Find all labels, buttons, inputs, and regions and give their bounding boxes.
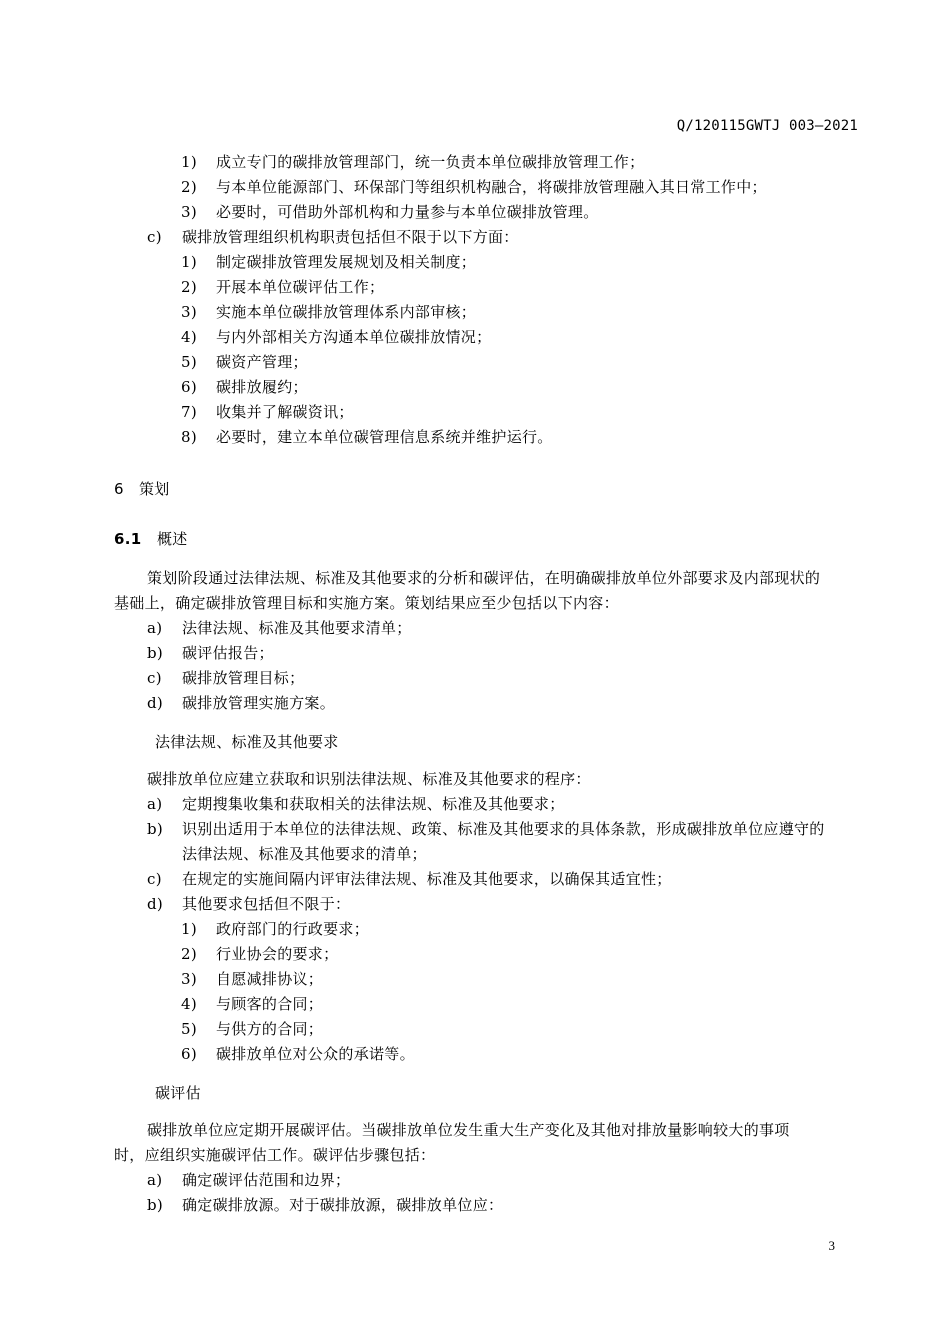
list-item-number: 2) <box>181 945 197 963</box>
item-text: 其他要求包括但不限于： <box>182 895 351 913</box>
item-text: 碳排放管理组织机构职责包括但不限于以下方面： <box>182 228 519 246</box>
item-text: 在规定的实施间隔内评审法律法规、标准及其他要求，以确保其适宜性； <box>182 870 672 888</box>
list-item-number: 2) <box>181 178 197 196</box>
item-text: 碳排放管理目标； <box>182 669 305 687</box>
list-item: 收集并了解碳资讯； <box>216 403 354 421</box>
item-text: 定期搜集收集和获取相关的法律法规、标准及其他要求； <box>182 795 565 813</box>
item-letter: b) <box>147 1196 164 1214</box>
subsection-title: 碳评估 <box>155 1084 201 1102</box>
paragraph-line: 策划阶段通过法律法规、标准及其他要求的分析和碳评估，在明确碳排放单位外部要求及内部现状的 <box>147 569 821 587</box>
list-item: 碳排放单位对公众的承诺等。 <box>216 1045 415 1063</box>
list-item-number: 2) <box>181 278 197 296</box>
section-number: 6 <box>114 480 124 498</box>
subsection-title: 法律法规、标准及其他要求 <box>155 733 339 751</box>
list-item-number: 3) <box>181 203 197 221</box>
standard-number: Q/120115GWTJ 003—2021 <box>676 118 858 134</box>
list-item: 成立专门的碳排放管理部门，统一负责本单位碳排放管理工作； <box>216 153 645 171</box>
list-item: 与供方的合同； <box>216 1020 324 1038</box>
list-item-number: 5) <box>181 1020 197 1038</box>
list-item-number: 8) <box>181 428 197 446</box>
list-item-number: 6) <box>181 1045 197 1063</box>
item-letter: c) <box>147 669 162 687</box>
section-title: 策划 <box>139 480 170 498</box>
item-text: 确定碳评估范围和边界； <box>182 1171 351 1189</box>
item-letter: c) <box>147 228 162 246</box>
list-item-number: 1) <box>181 153 197 171</box>
subsection-number: 6.1 <box>114 530 142 548</box>
item-letter: b) <box>147 820 164 838</box>
list-item: 碳资产管理； <box>216 353 308 371</box>
paragraph-line: 时，应组织实施碳评估工作。碳评估步骤包括： <box>114 1146 436 1164</box>
item-letter: d) <box>147 895 164 913</box>
item-letter: b) <box>147 644 164 662</box>
item-text: 法律法规、标准及其他要求清单； <box>182 619 412 637</box>
list-item: 必要时，可借助外部机构和力量参与本单位碳排放管理。 <box>216 203 599 221</box>
item-text: 碳评估报告； <box>182 644 274 662</box>
item-text: 识别出适用于本单位的法律法规、政策、标准及其他要求的具体条款，形成碳排放单位应遵守的 <box>182 820 825 838</box>
list-item-number: 1) <box>181 920 197 938</box>
list-item: 与内外部相关方沟通本单位碳排放情况； <box>216 328 492 346</box>
item-letter: a) <box>147 795 163 813</box>
list-item: 碳排放履约； <box>216 378 308 396</box>
list-item: 与本单位能源部门、环保部门等组织机构融合，将碳排放管理融入其日常工作中； <box>216 178 767 196</box>
item-letter: a) <box>147 619 163 637</box>
list-item-number: 6) <box>181 378 197 396</box>
item-text: 法律法规、标准及其他要求的清单； <box>182 845 427 863</box>
list-item: 开展本单位碳评估工作； <box>216 278 385 296</box>
list-item-number: 4) <box>181 328 197 346</box>
item-letter: d) <box>147 694 164 712</box>
list-item-number: 3) <box>181 303 197 321</box>
list-item-number: 7) <box>181 403 197 421</box>
paragraph-line: 基础上，确定碳排放管理目标和实施方案。策划结果应至少包括以下内容： <box>114 594 619 612</box>
list-item: 自愿减排协议； <box>216 970 324 988</box>
item-text: 确定碳排放源。对于碳排放源，碳排放单位应： <box>182 1196 504 1214</box>
item-letter: a) <box>147 1171 163 1189</box>
list-item: 必要时，建立本单位碳管理信息系统并维护运行。 <box>216 428 553 446</box>
page-number: 3 <box>828 1238 835 1253</box>
subsection-title: 概述 <box>157 530 188 548</box>
list-item: 行业协会的要求； <box>216 945 339 963</box>
paragraph-line: 碳排放单位应定期开展碳评估。当碳排放单位发生重大生产变化及其他对排放量影响较大的事项 <box>147 1121 790 1139</box>
list-item-number: 5) <box>181 353 197 371</box>
item-letter: c) <box>147 870 162 888</box>
list-item: 与顾客的合同； <box>216 995 324 1013</box>
list-item: 制定碳排放管理发展规划及相关制度； <box>216 253 477 271</box>
list-item: 实施本单位碳排放管理体系内部审核； <box>216 303 477 321</box>
list-item-number: 1) <box>181 253 197 271</box>
paragraph-line: 碳排放单位应建立获取和识别法律法规、标准及其他要求的程序： <box>147 770 591 788</box>
list-item-number: 4) <box>181 995 197 1013</box>
list-item: 政府部门的行政要求； <box>216 920 370 938</box>
list-item-number: 3) <box>181 970 197 988</box>
item-text: 碳排放管理实施方案。 <box>182 694 336 712</box>
